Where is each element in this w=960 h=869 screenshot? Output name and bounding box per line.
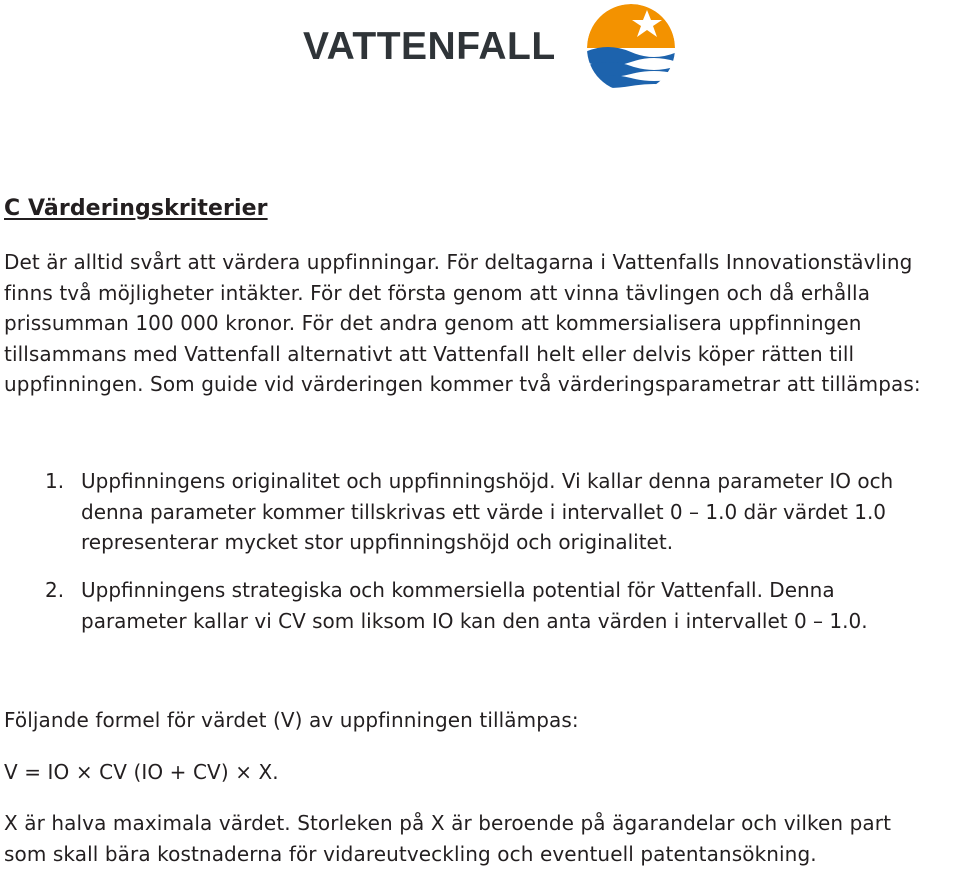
list-text <box>81 575 868 636</box>
list-line: parameter kallar vi CV som liksom IO kan den anta värden i intervallet 0 – 1.0. <box>81 608 868 633</box>
list-line: denna parameter kommer tillskrivas ett värde i intervallet 0 – 1.0 där värdet 1.0 <box>81 499 887 524</box>
formula: V = IO × CV (IO + CV) × X. <box>4 760 279 784</box>
intro-paragraph <box>4 247 958 400</box>
intro-line: tillsammans med Vattenfall alternativt att Vattenfall helt eller delvis köper rätten till <box>4 341 855 366</box>
logo-wordmark: VATTENFALL <box>303 25 556 68</box>
section-heading: C Värderingskriterier <box>4 196 268 221</box>
intro-line: Det är alltid svårt att värdera uppfinningar. För deltagarna i Vattenfalls Innovationstävling <box>4 250 913 274</box>
list-line: Uppfinningens strategiska och kommersiella potential för Vattenfall. Denna <box>81 578 835 602</box>
closing-line: X är halva maximala värdet. Storleken på X är beroende på ägarandelar och vilken part <box>4 811 892 835</box>
intro-line: finns två möjligheter intäkter. För det första genom att vinna tävlingen och då erhålla <box>4 280 871 305</box>
list-text <box>81 466 893 558</box>
closing-line: som skall bära kostnaderna för vidareutveckling och eventuell patentansökning. <box>4 841 817 866</box>
intro-line: uppfinningen. Som guide vid värderingen kommer två värderingsparametrar att tillämpas: <box>4 372 921 396</box>
vattenfall-sun-icon <box>585 2 677 94</box>
list-number: 2. <box>45 578 65 602</box>
list-line: representerar mycket stor uppfinningshöjd och originalitet. <box>81 530 674 554</box>
intro-line: prissumman 100 000 kronor. För det andra genom att kommersialisera uppfinningen <box>4 311 862 335</box>
vattenfall-logo <box>303 2 683 94</box>
closing-paragraph <box>4 808 958 869</box>
formula-intro: Följande formel för värdet (V) av uppfinningen tillämpas: <box>4 708 579 732</box>
list-line: Uppfinningens originalitet och uppfinningshöjd. Vi kallar denna parameter IO och <box>81 469 894 493</box>
list-number: 1. <box>45 469 65 493</box>
